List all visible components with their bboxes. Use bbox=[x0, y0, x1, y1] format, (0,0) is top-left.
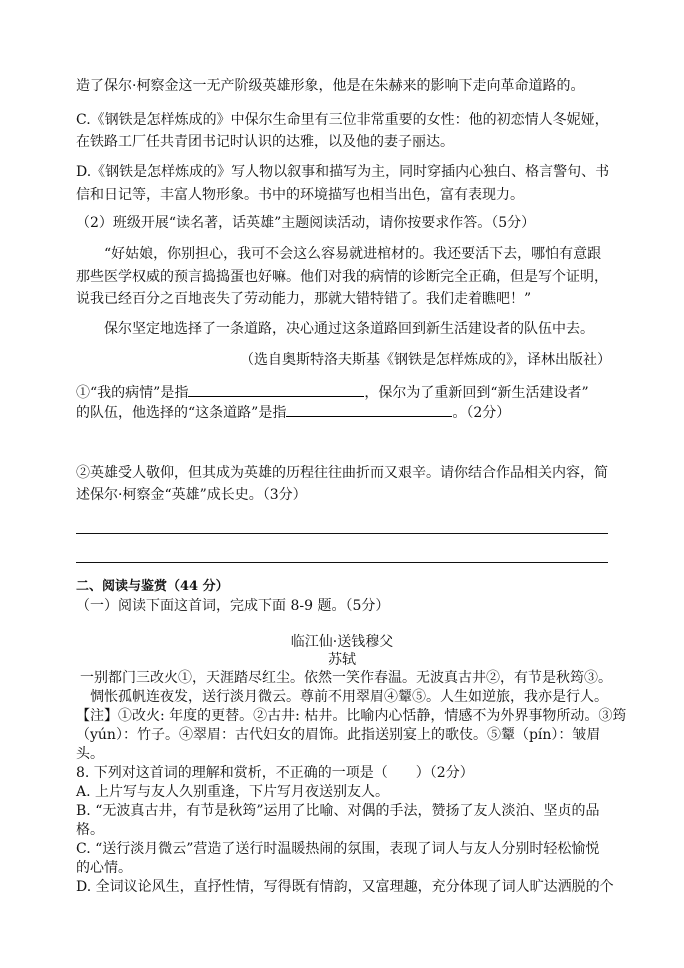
q1-option-d-line-1: D.《钢铁是怎样炼成的》写人物以叙事和描写为主，同时穿插内心独白、格言警句、书 bbox=[76, 164, 610, 180]
answer-blank-2[interactable] bbox=[286, 403, 452, 417]
q1-option-d-line-2: 信和日记等，丰富人物形象。书中的环境描写也相当出色，富有表现力。 bbox=[76, 187, 524, 203]
poem-title: 临江仙·送钱穆父 bbox=[290, 634, 394, 650]
q2-sub1-text-b: ，保尔为了重新回到“新生活建设者” bbox=[364, 385, 589, 401]
poem-line-2: 惆怅孤帆连夜发，送行淡月微云。尊前不用翠眉④颦⑤。人生如逆旅，我亦是行人。 bbox=[90, 689, 608, 705]
q2-sub2-line-2: 述保尔·柯察金“英雄”成长史。（3分） bbox=[76, 487, 307, 503]
q1-line-1: 造了保尔·柯察金这一无产阶级英雄形象，他是在朱赫来的影响下走向革命道路的。 bbox=[76, 78, 585, 94]
section-2-heading: 二、阅读与鉴赏（44 分） bbox=[76, 579, 229, 594]
q2-narration: 保尔坚定地选择了一条道路，决心通过这条道路回到新生活建设者的队伍中去。 bbox=[104, 321, 594, 337]
q2-quote-line-3: 说我已经百分之百地丧失了劳动能力，那就大错特错了。我们走着瞧吧！” bbox=[76, 291, 532, 307]
answer-blank-1[interactable] bbox=[188, 383, 364, 397]
q2-quote-line-2: 那些医学权威的预言捣捣蛋也好嘛。他们对我的病情的诊断完全正确，但是写个证明， bbox=[76, 269, 608, 285]
q2-sub1-text-d: 。（2分） bbox=[452, 405, 511, 421]
q2-source: （选自奥斯特洛夫斯基《钢铁是怎样炼成的》，译林出版社） bbox=[240, 352, 611, 368]
q2-quote-line-1: “好姑娘，你别担心，我可不会这么容易就进棺材的。我还要活下去，哪怕有意跟 bbox=[104, 246, 602, 262]
q2-sub2-line-1: ②英雄受人敬仰，但其成为英雄的历程往往曲折而又艰辛。请你结合作品相关内容，简 bbox=[76, 465, 608, 481]
answer-line-2[interactable] bbox=[76, 562, 608, 563]
q2-sub1-text-a: ①“我的病情”是指 bbox=[76, 385, 189, 401]
q1-option-c-line-2: 在铁路工厂任共青团书记时认识的达雅，以及他的妻子丽达。 bbox=[76, 134, 454, 150]
poem-line-1: 一别都门三改火①，天涯踏尽红尘。依然一笑作春温。无波真古井②，有节是秋筠③。 bbox=[80, 670, 612, 686]
poem-note-line-1: 【注】①改火: 年度的更替。②古井: 枯井。比喻内心恬静，情感不为外界事物所动。③筠 bbox=[76, 708, 627, 724]
q2-sub1-line-2 bbox=[76, 403, 510, 422]
q1-option-c-line-1: C.《钢铁是怎样炼成的》中保尔生命里有三位非常重要的女性：他的初恋情人冬妮娅， bbox=[76, 112, 609, 128]
answer-line-1[interactable] bbox=[76, 533, 608, 534]
q8-option-a: A. 上片写与友人久别重逢，下片写月夜送别友人。 bbox=[76, 784, 390, 800]
poem-note-line-3: 头。 bbox=[76, 746, 104, 762]
q8-option-b-line-1: B. “无波真古井，有节是秋筠”运用了比喻、对偶的手法，赞扬了友人淡泊、坚贞的品 bbox=[76, 803, 600, 819]
q8-option-b-line-2: 格。 bbox=[76, 822, 104, 838]
section-2-subheading: （一）阅读下面这首词，完成下面 8-9 题。（5分） bbox=[76, 598, 390, 614]
q2-sub1-line-1 bbox=[76, 383, 589, 402]
q8-stem: 8. 下列对这首词的理解和赏析，不正确的一项是（ ）（2分） bbox=[76, 765, 474, 781]
q2-sub1-text-c: 的队伍，他选择的“这条道路”是指 bbox=[76, 405, 287, 421]
poem-note-line-2: （yún）：竹子。④翠眉：古代妇女的眉饰。此指送别宴上的歌伎。⑤颦（pín）：皱眉 bbox=[76, 727, 601, 743]
q8-option-d-line-1: D. 全词议论风生，直抒性情，写得既有情韵，又富理趣，充分体现了词人旷达洒脱的个 bbox=[76, 879, 614, 895]
q8-option-c-line-1: C. “送行淡月微云”营造了送行时温暖热闹的氛围，表现了词人与友人分别时轻松愉悦 bbox=[76, 841, 600, 857]
q8-option-c-line-2: 的心情。 bbox=[76, 860, 132, 876]
q2-intro: （2）班级开展“读名著，话英雄”主题阅读活动，请你按要求作答。（5分） bbox=[76, 215, 536, 231]
poem-author: 苏轼 bbox=[328, 652, 356, 668]
